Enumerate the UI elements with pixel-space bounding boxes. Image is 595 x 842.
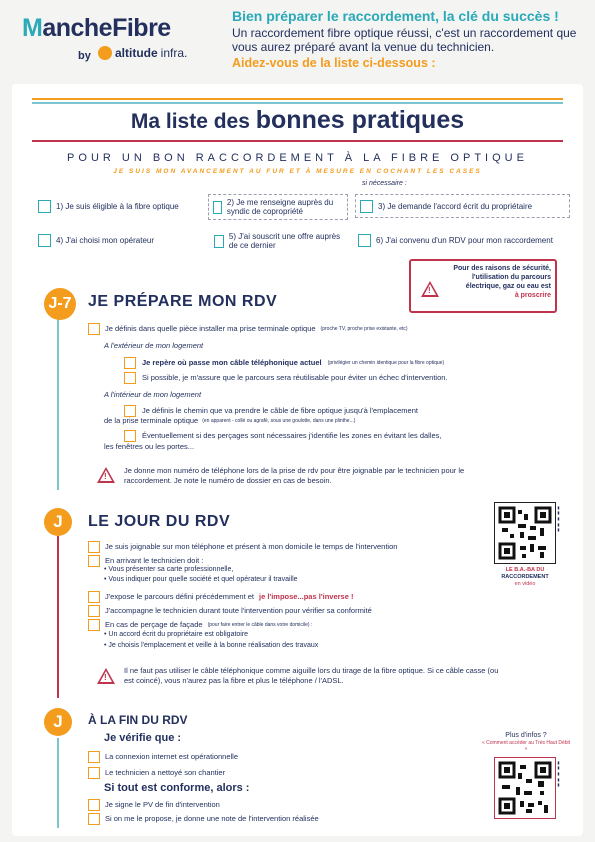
step-1-label: 1) Je suis éligible à la fibre optique	[56, 202, 179, 211]
jday-item-5b: • Je choisis l'emplacement et veille à la bonne réalisation des travaux	[104, 642, 319, 649]
jend-verify-2-checkbox[interactable]	[88, 767, 100, 779]
step-5-checkbox[interactable]	[214, 235, 224, 248]
qr-video-caption-1: LE B.A.-BA DU	[505, 567, 545, 573]
jday-item-5-checkbox[interactable]	[88, 619, 100, 631]
jday-item-1-checkbox[interactable]	[88, 541, 100, 553]
jend-badge: J	[44, 708, 72, 736]
j7-exterior-heading: A l'extérieur de mon logement	[104, 341, 204, 350]
step-1[interactable]	[38, 200, 179, 213]
jend-conform-2-checkbox[interactable]	[88, 813, 100, 825]
altitude-name: altitude	[115, 46, 158, 60]
jend-verify-heading: Je vérifie que :	[104, 732, 182, 744]
timeline-line-3	[57, 738, 59, 828]
safety-text	[441, 264, 551, 300]
si-necessaire-note: si nécessaire :	[362, 180, 407, 187]
decor-stripe-top-3	[32, 140, 563, 142]
jend-conform-1-label: Je signe le PV de fin d'intervention	[105, 800, 220, 809]
qr-side-text: ▮▮ ▮ ▮▮	[556, 505, 561, 533]
step-3-checkbox[interactable]	[360, 200, 373, 213]
j7-badge: J-7	[44, 288, 76, 320]
j7-ext-1[interactable]	[124, 357, 444, 369]
j7-int-1-cont	[104, 416, 355, 426]
j7-int-2-checkbox[interactable]	[124, 430, 136, 442]
j7-int-1-label: Je définis le chemin que va prendre le câble de fibre optique jusqu'à l'emplacement	[142, 406, 418, 415]
jend-verify-1-checkbox[interactable]	[88, 751, 100, 763]
decor-stripe-top-1	[32, 98, 563, 100]
logo	[22, 14, 171, 43]
qr-code-video-graphic	[494, 502, 556, 564]
jday-item-2-checkbox[interactable]	[88, 555, 100, 567]
logo-name-1: anche	[42, 14, 113, 42]
jend-verify-1[interactable]	[88, 751, 238, 763]
card-title-small: Ma liste des	[130, 110, 250, 133]
jday-item-4-label: J'accompagne le technicien durant toute l'intervention pour vérifier sa conformité	[105, 606, 372, 615]
qr-side-text-2: ▮▮ ▮ ▮▮	[556, 760, 561, 788]
jday-item-3-label: J'expose le parcours défini précédemment et	[105, 592, 255, 601]
more-info-label: Plus d'infos ?	[505, 732, 547, 739]
j7-int-1-label-b: de la prise terminale optique	[104, 416, 199, 425]
logo-mark: M	[22, 14, 43, 42]
step-5-label: 5) J'ai souscrit une offre auprès de ce dernier	[228, 232, 341, 250]
safety-line-4: à proscrire	[514, 292, 551, 299]
j7-ext-1-label: Je repère où passe mon câble téléphonique actuel	[142, 358, 322, 367]
jday-item-2a: • Vous présenter sa carte professionnelle,	[104, 566, 234, 573]
jend-conform-1-checkbox[interactable]	[88, 799, 100, 811]
jday-item-2b: • Vous indiquer pour quelle société et quel opérateur il travaille	[104, 576, 298, 583]
j7-ext-2-label: Si possible, je m'assure que le parcours sera réutilisable pour éviter un échec d'intervention.	[142, 373, 448, 382]
jday-item-1-label: Je suis joignable sur mon téléphone et présent à mon domicile le temps de l'intervention	[105, 542, 398, 551]
jend-verify-2-label: Le technicien a nettoyé son chantier	[105, 768, 226, 777]
header-cta: Aidez-vous de la liste ci-dessous :	[232, 56, 436, 70]
altitude-logo	[98, 46, 187, 60]
safety-warning-icon: !	[421, 281, 439, 297]
timeline-line-1	[57, 318, 59, 490]
qr-video-caption-2: RACCORDEMENT	[501, 574, 549, 580]
jend-conform-1[interactable]	[88, 799, 220, 811]
j7-heading: JE PRÉPARE MON RDV	[88, 293, 278, 310]
jday-item-3-emphasis: je l'impose...pas l'inverse !	[259, 592, 354, 601]
jday-warning-text: Il ne faut pas utiliser le câble téléphonique comme aiguille lors du tirage de la fibre optique. Si ce câble casse (ou est coincé), vous n'aurez pas la fibre et plus le téléphone / l'ADSL.	[124, 666, 499, 685]
j7-ext-2-checkbox[interactable]	[124, 372, 136, 384]
altitude-infra: infra.	[160, 46, 188, 60]
card-title-big: bonnes pratiques	[255, 106, 465, 134]
jend-conform-2[interactable]	[88, 813, 319, 825]
step-4-checkbox[interactable]	[38, 234, 51, 247]
j7-ext-1-note: (privilégier un chemin identique pour la fibre optique)	[327, 360, 445, 366]
step-2-checkbox[interactable]	[213, 201, 222, 214]
j7-interior-heading: A l'intérieur de mon logement	[104, 390, 202, 399]
jday-heading: LE JOUR DU RDV	[88, 513, 231, 530]
step-4[interactable]	[38, 234, 154, 247]
step-3[interactable]	[355, 194, 570, 218]
step-3-label: 3) Je demande l'accord écrit du propriétaire	[378, 201, 533, 211]
j7-item-1[interactable]	[88, 323, 408, 335]
card-subtitle: POUR UN BON RACCORDEMENT À LA FIBRE OPTIQUE	[67, 152, 528, 164]
jday-item-3[interactable]	[88, 591, 353, 603]
more-info-link[interactable]: « Comment accéder au Très Haut Débit »	[481, 740, 571, 752]
altitude-logo-icon	[98, 46, 112, 60]
card-subtitle-2: JE SUIS MON AVANCEMENT AU FUR ET À MESURE EN COCHANT LES CASES	[113, 168, 482, 175]
timeline-line-2	[57, 536, 59, 698]
jend-conform-heading: Si tout est conforme, alors :	[104, 782, 250, 794]
jend-verify-1-label: La connexion internet est opérationnelle	[105, 752, 239, 761]
jday-item-4[interactable]	[88, 605, 372, 617]
jday-badge: J	[44, 508, 72, 536]
safety-line-2: l'utilisation du parcours	[471, 274, 551, 281]
safety-notice	[409, 259, 557, 313]
step-6-label: 6) J'ai convenu d'un RDV pour mon raccordement	[376, 236, 553, 245]
logo-name-2: Fibre	[112, 14, 171, 42]
qr-code-info[interactable]	[494, 757, 556, 819]
j7-item-1-note: (proche TV, proche prise existante, etc)	[320, 326, 408, 332]
qr-code-video[interactable]	[494, 502, 556, 564]
jday-item-5a: • Un accord écrit du propriétaire est obligatoire	[104, 631, 249, 638]
step-2[interactable]	[208, 194, 348, 220]
j7-int-2-cont: les fenêtres ou les portes...	[104, 442, 195, 451]
step-4-label: 4) J'ai choisi mon opérateur	[56, 236, 155, 245]
jday-item-5-label: En cas de perçage de façade	[105, 620, 203, 629]
card-title	[0, 106, 595, 135]
jend-heading: À LA FIN DU RDV	[88, 713, 188, 727]
jday-warning-icon: !	[97, 668, 115, 684]
jday-item-3-checkbox[interactable]	[88, 591, 100, 603]
header-title: Bien préparer le raccordement, la clé du succès !	[232, 8, 559, 24]
safety-line-1: Pour des raisons de sécurité,	[453, 265, 551, 272]
j7-item-1-checkbox[interactable]	[88, 323, 100, 335]
j7-warning-icon: !	[97, 467, 115, 483]
j7-ext-1-checkbox[interactable]	[124, 357, 136, 369]
jday-item-5-note: (pour faire entrer le câble dans votre domicile) :	[207, 622, 313, 628]
j7-int-1-note: (en apparent - collé ou agrafé, sous une goulotte, dans une plinthe...)	[202, 418, 356, 424]
jday-item-4-checkbox[interactable]	[88, 605, 100, 617]
j7-item-1-label: Je définis dans quelle pièce installer ma prise terminale optique	[105, 324, 316, 333]
step-5[interactable]	[214, 232, 344, 250]
j7-int-2[interactable]	[124, 430, 442, 442]
jend-verify-2[interactable]	[88, 767, 225, 779]
qr-video-caption	[494, 567, 556, 588]
jday-item-2-label: En arrivant le technicien doit :	[105, 556, 204, 565]
more-info	[480, 732, 572, 752]
step-6-checkbox[interactable]	[358, 234, 371, 247]
j7-int-2-label: Éventuellement si des perçages sont nécessaires j'identifie les zones en évitant les dalles,	[142, 431, 442, 440]
jday-item-1[interactable]	[88, 541, 397, 553]
decor-stripe-top-2	[32, 102, 563, 104]
j7-ext-2[interactable]	[124, 372, 448, 384]
safety-line-3: électrique, gaz ou eau est	[465, 283, 551, 290]
j7-warning-text: Je donne mon numéro de téléphone lors de la prise de rdv pour être joignable par le technicien pour le raccordement. Je note le numéro de dossier en cas de besoin.	[124, 466, 465, 485]
qr-code-info-graphic	[494, 757, 556, 819]
step-1-checkbox[interactable]	[38, 200, 51, 213]
header-body: Un raccordement fibre optique réussi, c'est un raccordement que vous aurez préparé avant la venue du technicien.	[232, 26, 577, 54]
jend-conform-2-label: Si on me le propose, je donne une note de l'intervention réalisée	[105, 814, 319, 823]
step-2-label: 2) Je me renseigne auprès du syndic de copropriété	[226, 198, 334, 216]
qr-video-caption-3: en vidéo	[514, 581, 536, 587]
step-6[interactable]	[358, 234, 553, 247]
logo-by: by	[78, 50, 91, 62]
